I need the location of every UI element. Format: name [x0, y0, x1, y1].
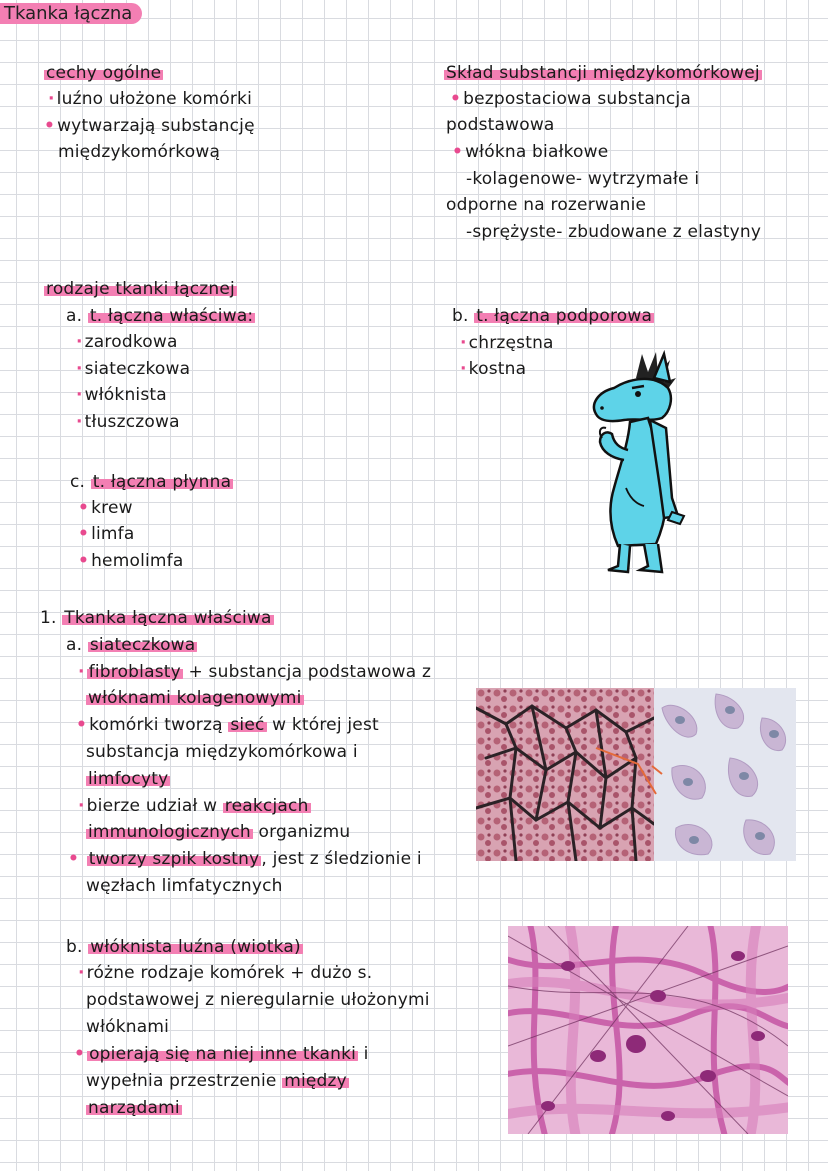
section1-b-label: b. włóknista luźna (wiotka) — [66, 937, 301, 957]
cartoon-horse-illustration — [584, 348, 696, 576]
section1-a-line-9: węzłach limfatycznych — [86, 876, 283, 896]
section1-a-line-7: immunologicznych organizmu — [88, 822, 351, 842]
composition-line-6: -sprężyste- zbudowane z elastyny — [466, 222, 762, 242]
section1-b-line-4: • opierają się na niej inne tkanki i — [74, 1044, 369, 1064]
type-a-item-3: · włóknista — [76, 385, 167, 405]
type-b-item-2: · kostna — [460, 359, 527, 379]
section1-a-line-6: · bierze udział w reakcjach — [78, 796, 309, 816]
section1-b-line-2: podstawowej z nieregularnie ułożonymi — [86, 990, 430, 1010]
composition-line-5: odporne na rozerwanie — [446, 195, 647, 215]
loose-connective-tissue-micrograph — [508, 926, 788, 1134]
section1-heading: 1. Tkanka łączna właściwa — [40, 608, 272, 628]
composition-line-3: • włókna białkowe — [452, 142, 609, 162]
type-a-item-1: · zarodkowa — [76, 332, 178, 352]
section1-a-line-5: limfocyty — [88, 769, 169, 789]
type-c-label: c. t. łączna płynna — [70, 472, 232, 492]
composition-heading: Skład substancji międzykomórkowej — [446, 63, 760, 83]
page-title: Tkanka łączna — [0, 3, 142, 24]
type-a-item-2: · siateczkowa — [76, 359, 191, 379]
general-item-1: · luźno ułożone komórki — [48, 89, 252, 109]
section1-a-line-2: włóknami kolagenowymi — [88, 688, 302, 708]
page-title-wrap — [0, 1, 142, 27]
composition-line-1: • bezpostaciowa substancja — [450, 89, 692, 109]
section1-b-line-6: narządami — [88, 1098, 180, 1118]
section1-b-line-1: · różne rodzaje komórek + dużo s. — [78, 963, 373, 983]
general-item-2: • wytwarzają substancję — [44, 116, 255, 136]
reticular-tissue-micrograph — [476, 688, 796, 861]
types-heading: rodzaje tkanki łącznej — [46, 279, 235, 299]
section1-b-line-3: włóknami — [86, 1017, 170, 1037]
section1-a-line-1: · fibroblasty + substancja podstawowa z — [78, 662, 432, 682]
type-c-item-1: • krew — [78, 498, 133, 518]
type-c-item-3: • hemolimfa — [78, 551, 184, 571]
general-item-2-cont: międzykomórkową — [58, 142, 221, 162]
general-heading: cechy ogólne — [46, 63, 162, 83]
composition-line-2: podstawowa — [446, 115, 555, 135]
section1-b-line-5: wypełnia przestrzenie między — [86, 1071, 347, 1091]
type-b-item-1: · chrzęstna — [460, 333, 554, 353]
section1-a-label: a. siateczkowa — [66, 635, 196, 655]
composition-line-4: -kolagenowe- wytrzymałe i — [466, 169, 700, 189]
section1-a-line-3: • komórki tworzą sieć w której jest — [76, 715, 379, 735]
type-a-label: a. t. łączna właściwa: — [66, 306, 254, 326]
type-a-item-4: · tłuszczowa — [76, 412, 180, 432]
type-b-label: b. t. łączna podporowa — [452, 306, 653, 326]
type-c-item-2: • limfa — [78, 524, 135, 544]
section1-a-line-8: • tworzy szpik kostny , jest z śledzionie i — [68, 849, 422, 869]
section1-a-line-4: substancja międzykomórkowa i — [86, 742, 358, 762]
